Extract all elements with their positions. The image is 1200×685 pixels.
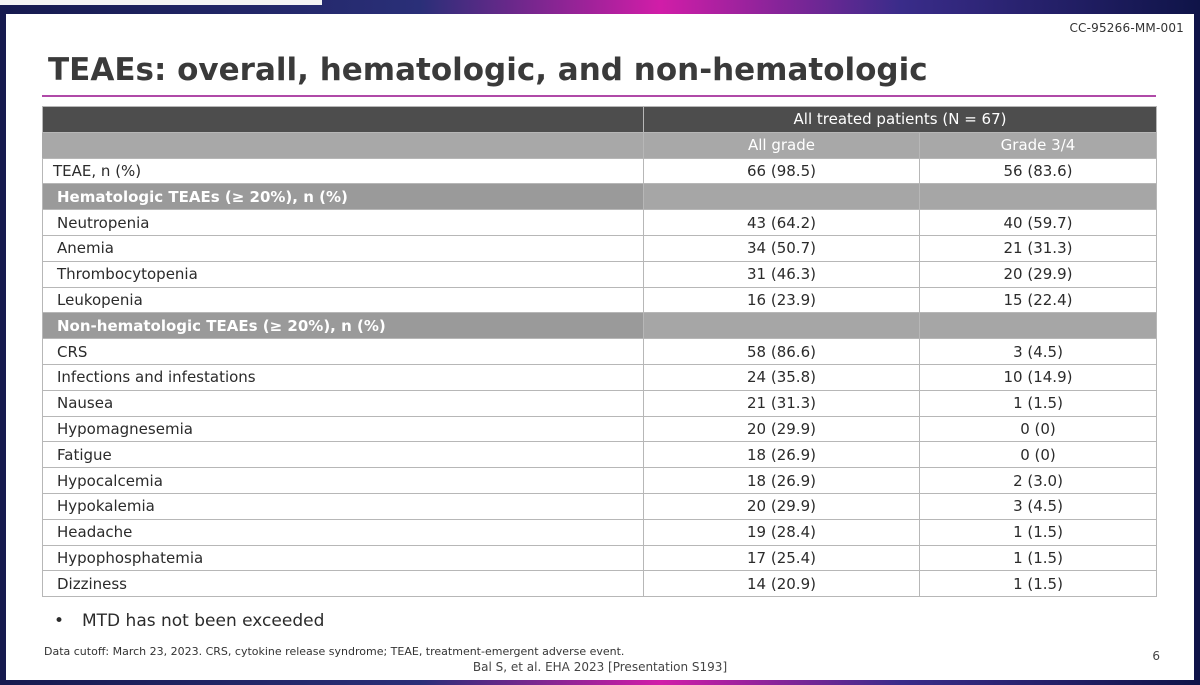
cell-all-grade: 31 (46.3) bbox=[644, 261, 920, 287]
row-label: TEAE, n (%) bbox=[43, 158, 644, 184]
cell-all-grade: 21 (31.3) bbox=[644, 390, 920, 416]
table-row bbox=[43, 493, 1157, 519]
row-label: Headache bbox=[43, 519, 644, 545]
table-row bbox=[43, 261, 1157, 287]
cell-all-grade: 24 (35.8) bbox=[644, 364, 920, 390]
bullet-text: MTD has not been exceeded bbox=[82, 611, 325, 631]
table-row bbox=[43, 571, 1157, 597]
row-label: Leukopenia bbox=[43, 287, 644, 313]
population-header: All treated patients (N = 67) bbox=[644, 107, 1157, 133]
teae-table bbox=[42, 106, 1157, 597]
cell-grade-3-4: 0 (0) bbox=[920, 416, 1157, 442]
cell-all-grade: 34 (50.7) bbox=[644, 235, 920, 261]
cell-grade-3-4: 1 (1.5) bbox=[920, 571, 1157, 597]
table-row bbox=[43, 339, 1157, 365]
header-blank-cell bbox=[43, 132, 644, 158]
slide bbox=[6, 14, 1194, 680]
cell-grade-3-4: 1 (1.5) bbox=[920, 519, 1157, 545]
bullet-marker: • bbox=[54, 611, 65, 631]
table-row bbox=[43, 442, 1157, 468]
cell-all-grade: 43 (64.2) bbox=[644, 210, 920, 236]
cell-all-grade: 20 (29.9) bbox=[644, 416, 920, 442]
cell-grade-3-4: 21 (31.3) bbox=[920, 235, 1157, 261]
table-row bbox=[43, 364, 1157, 390]
section-blank-cell bbox=[920, 184, 1157, 210]
cell-all-grade: 18 (26.9) bbox=[644, 468, 920, 494]
section-blank-cell bbox=[644, 313, 920, 339]
row-label: Nausea bbox=[43, 390, 644, 416]
cell-all-grade: 58 (86.6) bbox=[644, 339, 920, 365]
table-row bbox=[43, 287, 1157, 313]
column-header-all-grade: All grade bbox=[644, 132, 920, 158]
slide-title: TEAEs: overall, hematologic, and non-hematologic bbox=[48, 52, 928, 88]
table-row bbox=[43, 416, 1157, 442]
table-row bbox=[43, 519, 1157, 545]
header-blank-cell bbox=[43, 107, 644, 133]
section-header-hematologic bbox=[43, 184, 1157, 210]
cell-grade-3-4: 0 (0) bbox=[920, 442, 1157, 468]
cell-all-grade: 19 (28.4) bbox=[644, 519, 920, 545]
document-code: CC-95266-MM-001 bbox=[1069, 21, 1184, 35]
section-header-non-hematologic bbox=[43, 313, 1157, 339]
cell-all-grade: 16 (23.9) bbox=[644, 287, 920, 313]
row-label: Hypophosphatemia bbox=[43, 545, 644, 571]
cell-grade-3-4: 40 (59.7) bbox=[920, 210, 1157, 236]
cell-all-grade: 20 (29.9) bbox=[644, 493, 920, 519]
row-label: Neutropenia bbox=[43, 210, 644, 236]
cell-grade-3-4: 10 (14.9) bbox=[920, 364, 1157, 390]
table-row-overall-teae bbox=[43, 158, 1157, 184]
row-label: Fatigue bbox=[43, 442, 644, 468]
table-header-row-population bbox=[43, 107, 1157, 133]
top-edge-strip bbox=[0, 0, 322, 5]
bullet-point bbox=[54, 611, 324, 631]
row-label: CRS bbox=[43, 339, 644, 365]
cell-all-grade: 18 (26.9) bbox=[644, 442, 920, 468]
cell-grade-3-4: 1 (1.5) bbox=[920, 390, 1157, 416]
row-label: Infections and infestations bbox=[43, 364, 644, 390]
footnote: Data cutoff: March 23, 2023. CRS, cytokine release syndrome; TEAE, treatment-emergent adverse event. bbox=[44, 645, 625, 658]
table-row bbox=[43, 390, 1157, 416]
cell-grade-3-4: 2 (3.0) bbox=[920, 468, 1157, 494]
row-label: Dizziness bbox=[43, 571, 644, 597]
table-row bbox=[43, 235, 1157, 261]
citation: Bal S, et al. EHA 2023 [Presentation S193] bbox=[472, 660, 728, 674]
table-row bbox=[43, 210, 1157, 236]
cell-grade-3-4: 15 (22.4) bbox=[920, 287, 1157, 313]
page-number: 6 bbox=[1152, 649, 1160, 663]
section-blank-cell bbox=[920, 313, 1157, 339]
section-label: Non-hematologic TEAEs (≥ 20%), n (%) bbox=[43, 313, 644, 339]
section-blank-cell bbox=[644, 184, 920, 210]
cell-grade-3-4: 56 (83.6) bbox=[920, 158, 1157, 184]
table-row bbox=[43, 468, 1157, 494]
cell-grade-3-4: 3 (4.5) bbox=[920, 339, 1157, 365]
table-header-row-grades bbox=[43, 132, 1157, 158]
title-underline bbox=[42, 95, 1156, 97]
section-label: Hematologic TEAEs (≥ 20%), n (%) bbox=[43, 184, 644, 210]
cell-all-grade: 17 (25.4) bbox=[644, 545, 920, 571]
row-label: Hypocalcemia bbox=[43, 468, 644, 494]
cell-all-grade: 14 (20.9) bbox=[644, 571, 920, 597]
cell-grade-3-4: 3 (4.5) bbox=[920, 493, 1157, 519]
cell-all-grade: 66 (98.5) bbox=[644, 158, 920, 184]
table-row bbox=[43, 545, 1157, 571]
row-label: Thrombocytopenia bbox=[43, 261, 644, 287]
column-header-grade-3-4: Grade 3/4 bbox=[920, 132, 1157, 158]
row-label: Hypomagnesemia bbox=[43, 416, 644, 442]
cell-grade-3-4: 1 (1.5) bbox=[920, 545, 1157, 571]
cell-grade-3-4: 20 (29.9) bbox=[920, 261, 1157, 287]
row-label: Hypokalemia bbox=[43, 493, 644, 519]
row-label: Anemia bbox=[43, 235, 644, 261]
